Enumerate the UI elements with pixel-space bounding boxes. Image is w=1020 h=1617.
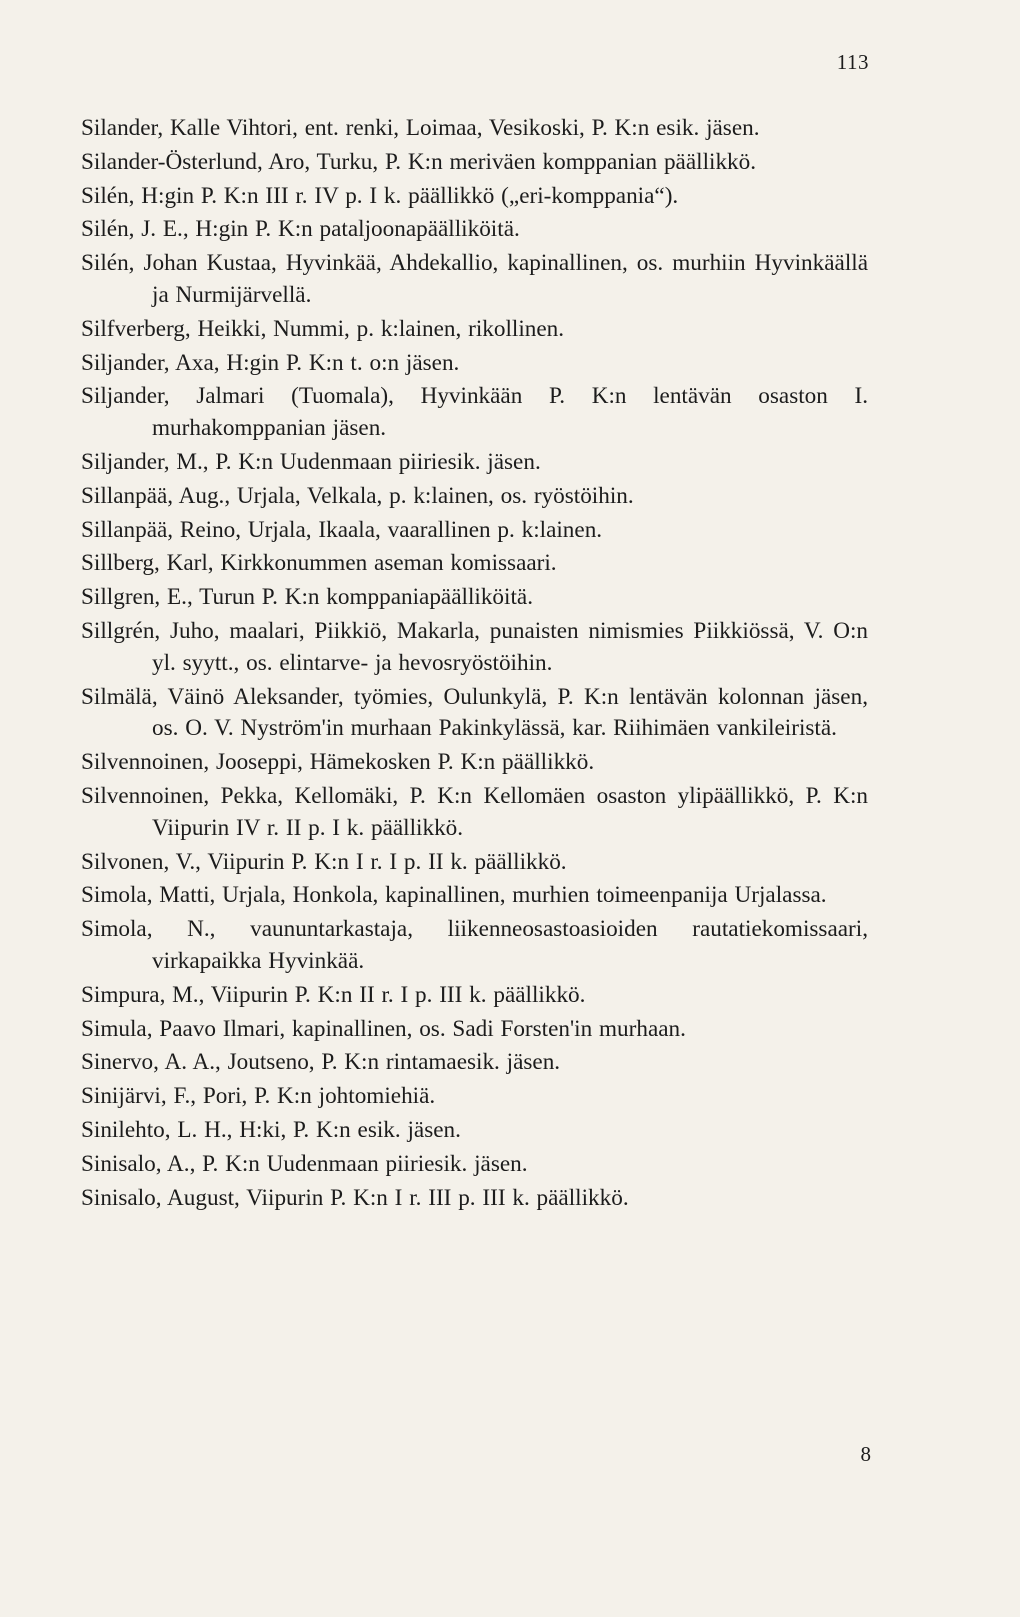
entry-silen-hgin: Silén, H:gin P. K:n III r. IV p. I k. päällikkö („eri-komppania“). [81, 182, 679, 209]
entry-sinisalo-a: Sinisalo, A., P. K:n Uudenmaan piiriesik. jäsen. [81, 1150, 528, 1177]
entry-silen-je: Silén, J. E., H:gin P. K:n pataljoonapäälliköitä. [81, 216, 520, 243]
entry-simola-n: Simola, N., vaununtarkastaja, liikenneosastoasioiden rautatiekomissaari, virkapaikka Hyvinkää. [81, 916, 868, 974]
entry-sillanpaa-aug: Sillanpää, Aug., Urjala, Velkala, p. k:lainen, os. ryöstöihin. [81, 482, 634, 509]
register-entries [81, 113, 868, 1216]
entry-simpura: Simpura, M., Viipurin P. K:n II r. I p. III k. päällikkö. [81, 981, 586, 1008]
page-number: 113 [836, 50, 869, 74]
entry-sinisalo-august: Sinisalo, August, Viipurin P. K:n I r. III p. III k. päällikkö. [81, 1184, 629, 1211]
entry-siljander-m: Siljander, M., P. K:n Uudenmaan piiriesik. jäsen. [81, 448, 541, 475]
entry-siljander-jalmari: Siljander, Jalmari (Tuomala), Hyvinkään P. K:n lentävän osaston I. murhakomppanian jäsen. [81, 383, 868, 442]
entry-silander-osterlund: Silander-Österlund, Aro, Turku, P. K:n meriväen komppanian päällikkö. [81, 148, 757, 175]
entry-sillgren-juho: Sillgrén, Juho, maalari, Piikkiö, Makarla, punaisten nimismies Piikkiössä, V. O:n yl. syytt., os. elintarve- ja hevosryöstöihin. [81, 617, 868, 676]
entry-sillgren-e: Sillgren, E., Turun P. K:n komppaniapäälliköitä. [81, 584, 533, 611]
entry-silvennoinen-pekka: Silvennoinen, Pekka, Kellomäki, P. K:n Kellomäen osaston ylipäällikkö, P. K:n Viipurin IV r. II p. I k. päällikkö. [81, 782, 868, 841]
entry-sinilehto: Sinilehto, L. H., H:ki, P. K:n esik. jäsen. [81, 1116, 461, 1143]
entry-simula: Simula, Paavo Ilmari, kapinallinen, os. Sadi Forsten'in murhaan. [81, 1015, 686, 1042]
entry-sillberg: Sillberg, Karl, Kirkkonummen aseman komissaari. [81, 550, 557, 577]
entry-silen-johan: Silén, Johan Kustaa, Hyvinkää, Ahdekallio, kapinallinen, os. murhiin Hyvinkäällä ja Nurmijärvellä. [81, 250, 868, 308]
entry-silfverberg: Silfverberg, Heikki, Nummi, p. k:lainen, rikollinen. [81, 315, 565, 342]
entry-silvonen: Silvonen, V., Viipurin P. K:n I r. I p. II k. päällikkö. [81, 848, 567, 875]
entry-siljander-axa: Siljander, Axa, H:gin P. K:n t. o:n jäsen. [81, 349, 460, 376]
entry-sinervo: Sinervo, A. A., Joutseno, P. K:n rintamaesik. jäsen. [81, 1049, 561, 1076]
entry-silmala: Silmälä, Väinö Aleksander, työmies, Oulunkylä, P. K:n lentävän kolonnan jäsen, os. O. V. Nyström'in murhaan Pakinkylässä, kar. Riihimäen vankileiristä. [81, 683, 868, 742]
entry-silvennoinen-jooseppi: Silvennoinen, Jooseppi, Hämekosken P. K:n päällikkö. [81, 749, 595, 776]
entry-simola-matti: Simola, Matti, Urjala, Honkola, kapinallinen, murhien toimeenpanija Urjalassa. [81, 882, 827, 909]
entry-silander-kalle: Silander, Kalle Vihtori, ent. renki, Loimaa, Vesikoski, P. K:n esik. jäsen. [81, 115, 760, 141]
entry-sinijarvi: Sinijärvi, F., Pori, P. K:n johtomiehiä. [81, 1083, 436, 1110]
signature-mark: 8 [860, 1442, 871, 1466]
entry-sillanpaa-reino: Sillanpää, Reino, Urjala, Ikaala, vaarallinen p. k:lainen. [81, 516, 603, 543]
